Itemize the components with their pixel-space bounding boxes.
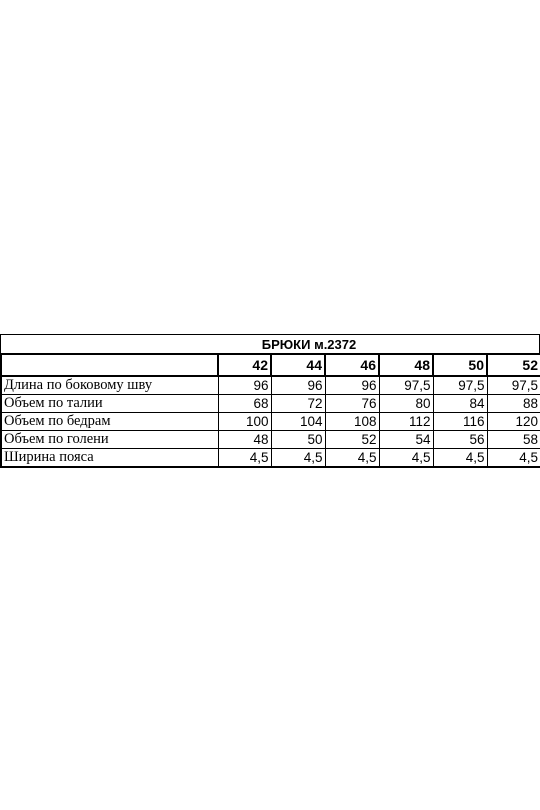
value-cell: 97,5 xyxy=(379,376,433,395)
value-cell: 88 xyxy=(487,395,540,413)
size-header-cell: 52 xyxy=(487,354,540,376)
value-cell: 4,5 xyxy=(271,449,325,468)
value-cell: 97,5 xyxy=(433,376,487,395)
size-chart-title-row xyxy=(0,334,540,353)
size-chart-title: БРЮКИ м.2372 xyxy=(261,337,357,352)
row-label: Длина по боковому шву xyxy=(1,376,218,395)
value-cell: 116 xyxy=(433,413,487,431)
size-table xyxy=(0,353,540,468)
size-chart xyxy=(0,334,540,468)
value-cell: 58 xyxy=(487,431,540,449)
value-cell: 4,5 xyxy=(487,449,540,468)
value-cell: 108 xyxy=(325,413,379,431)
value-cell: 68 xyxy=(218,395,271,413)
row-label: Ширина пояса xyxy=(1,449,218,468)
value-cell: 96 xyxy=(271,376,325,395)
value-cell: 72 xyxy=(271,395,325,413)
row-label: Объем по талии xyxy=(1,395,218,413)
value-cell: 84 xyxy=(433,395,487,413)
value-cell: 50 xyxy=(271,431,325,449)
size-header-cell: 42 xyxy=(218,354,271,376)
table-row xyxy=(1,413,540,431)
value-cell: 48 xyxy=(218,431,271,449)
value-cell: 4,5 xyxy=(433,449,487,468)
table-row xyxy=(1,449,540,468)
value-cell: 100 xyxy=(218,413,271,431)
value-cell: 104 xyxy=(271,413,325,431)
value-cell: 97,5 xyxy=(487,376,540,395)
value-cell: 96 xyxy=(325,376,379,395)
size-header-row xyxy=(1,354,540,376)
value-cell: 4,5 xyxy=(325,449,379,468)
value-cell: 4,5 xyxy=(379,449,433,468)
table-row xyxy=(1,431,540,449)
size-header-cell: 48 xyxy=(379,354,433,376)
value-cell: 112 xyxy=(379,413,433,431)
value-cell: 52 xyxy=(325,431,379,449)
size-header-cell: 50 xyxy=(433,354,487,376)
table-row xyxy=(1,376,540,395)
table-row xyxy=(1,395,540,413)
value-cell: 80 xyxy=(379,395,433,413)
value-cell: 56 xyxy=(433,431,487,449)
row-label: Объем по бедрам xyxy=(1,413,218,431)
header-empty-cell xyxy=(1,354,218,376)
value-cell: 96 xyxy=(218,376,271,395)
value-cell: 76 xyxy=(325,395,379,413)
row-label: Объем по голени xyxy=(1,431,218,449)
value-cell: 54 xyxy=(379,431,433,449)
size-header-cell: 44 xyxy=(271,354,325,376)
value-cell: 4,5 xyxy=(218,449,271,468)
size-header-cell: 46 xyxy=(325,354,379,376)
value-cell: 120 xyxy=(487,413,540,431)
